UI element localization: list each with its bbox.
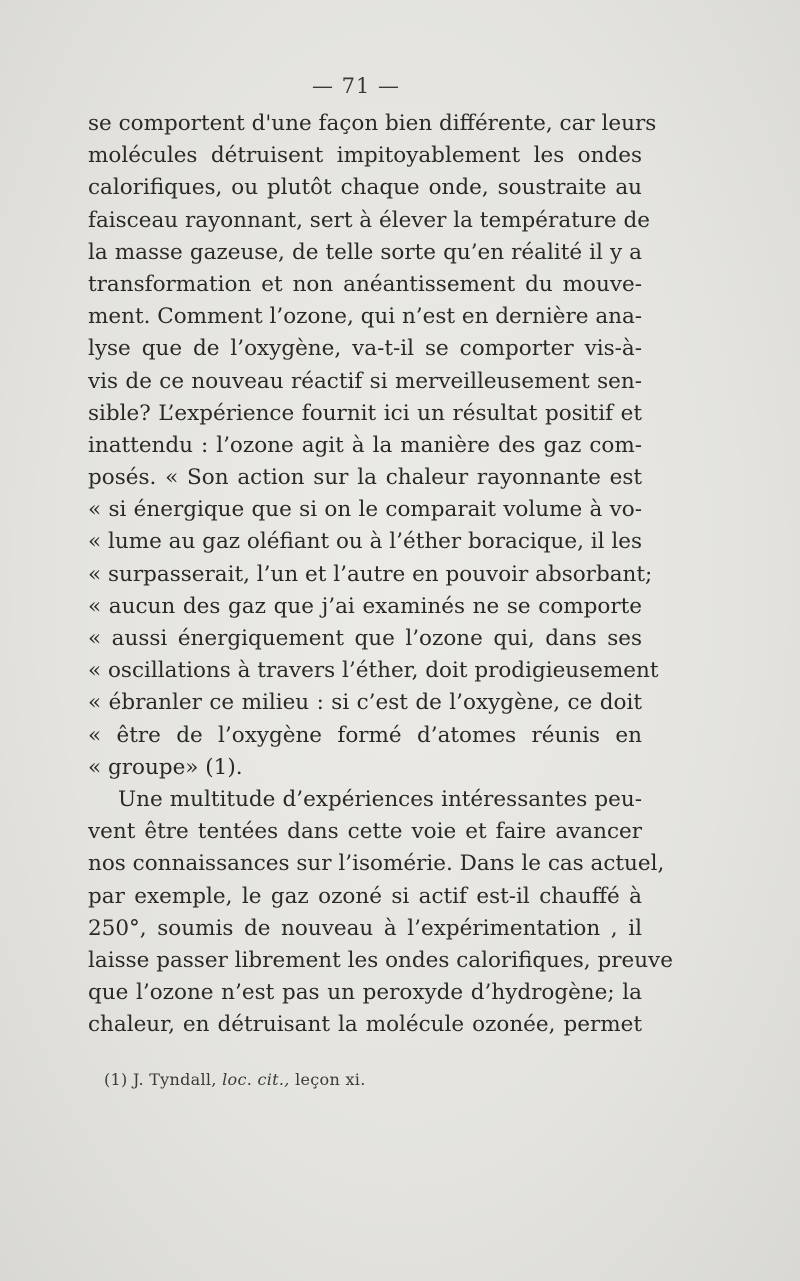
text-line: molécules détruisent impitoyablement les ondes — [88, 143, 642, 169]
text-line: sible? L’expérience fournit ici un résultat positif et — [88, 400, 642, 426]
text-line: posés. « Son action sur la chaleur rayonnante est — [88, 465, 642, 491]
text-line: inattendu : l’ozone agit à la manière des gaz com- — [88, 432, 642, 458]
footnote — [104, 1070, 366, 1089]
text-line: vent être tentées dans cette voie et faire avancer — [88, 819, 642, 845]
text-line: laisse passer librement les ondes calorifiques, preuve — [88, 947, 673, 973]
page-number: — 71 — — [311, 74, 401, 98]
footnote-marker: (1) — [104, 1070, 128, 1089]
text-line: calorifiques, ou plutôt chaque onde, soustraite au — [88, 175, 642, 201]
quote-line: « groupe» (1). — [88, 754, 243, 780]
text-line: Une multitude d’expériences intéressantes peu- — [118, 786, 642, 812]
quote-line: « lume au gaz oléfiant ou à l’éther boracique, il les — [88, 529, 642, 555]
text-line: vis de ce nouveau réactif si merveilleusement sen- — [88, 368, 642, 394]
text-line: 250°, soumis de nouveau à l’expérimentation , il — [88, 915, 642, 941]
quote-line: « oscillations à travers l’éther, doit prodigieusement — [88, 658, 659, 684]
text-line: ment. Comment l’ozone, qui n’est en dernière ana- — [88, 304, 643, 330]
text-line: nos connaissances sur l’isomérie. Dans le cas actuel, — [88, 851, 665, 877]
text-line: lyse que de l’oxygène, va-t-il se comporter vis-à- — [88, 336, 642, 362]
footnote-rest: leçon xi. — [295, 1070, 366, 1089]
text-line: par exemple, le gaz ozoné si actif est-il chauffé à — [88, 883, 642, 909]
quote-line: « aucun des gaz que j’ai examinés ne se comporte — [88, 593, 642, 619]
quote-line: « aussi énergiquement que l’ozone qui, dans ses — [88, 626, 642, 651]
text-line: que l’ozone n’est pas un peroxyde d’hydrogène; la — [88, 980, 642, 1006]
quote-line: « ébranler ce milieu : si c’est de l’oxygène, ce doit — [88, 690, 642, 716]
text-line: faisceau rayonnant, sert à élever la température de — [88, 207, 650, 233]
quote-line: « si énergique que si on le comparait volume à vo- — [88, 497, 642, 523]
text-line: chaleur, en détruisant la molécule ozonée, permet — [88, 1012, 642, 1038]
quote-line: « surpasserait, l’un et l’autre en pouvoir absorbant; — [88, 561, 653, 587]
quote-line: « être de l’oxygène formé d’atomes réunis en — [88, 722, 642, 748]
text-line: transformation et non anéantissement du mouve- — [88, 271, 642, 297]
footnote-author: J. Tyndall, — [132, 1070, 217, 1089]
text-line: la masse gazeuse, de telle sorte qu’en réalité il y a — [88, 239, 642, 265]
body-text — [88, 108, 673, 1041]
text-line: se comportent d'une façon bien différente, car leurs — [88, 111, 657, 136]
footnote-reference: loc. cit., — [222, 1070, 290, 1089]
